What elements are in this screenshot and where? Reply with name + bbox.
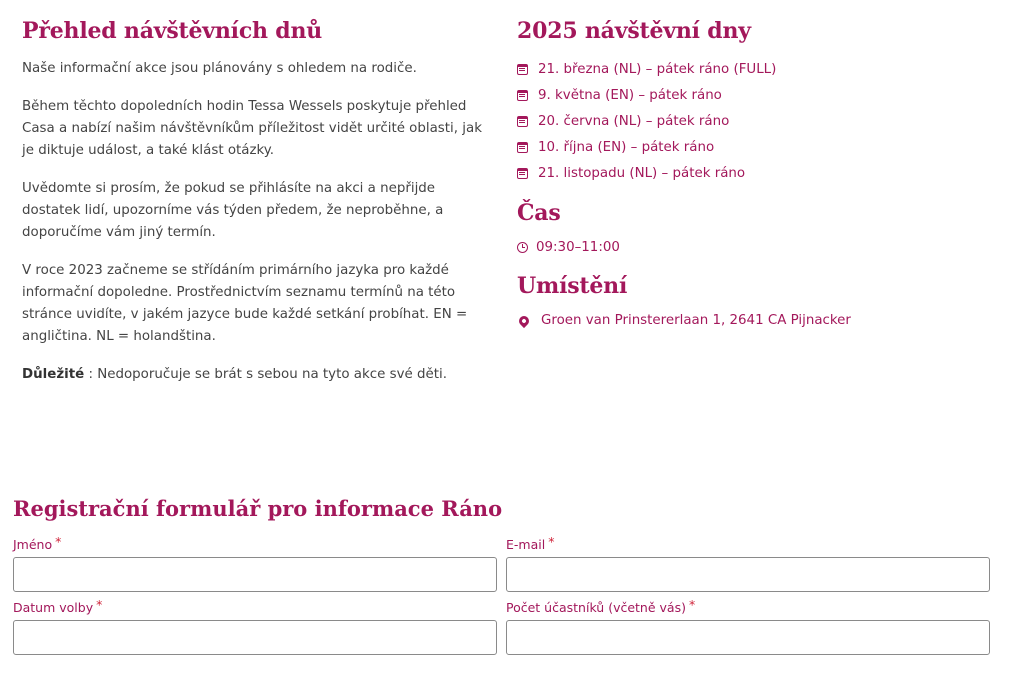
location-row xyxy=(517,313,1007,328)
date-label-text: Datum volby xyxy=(13,600,94,615)
visit-date-item xyxy=(517,134,1007,160)
name-label xyxy=(13,534,497,552)
visit-date-text: 20. června (NL) – pátek ráno xyxy=(538,113,730,129)
map-marker-icon xyxy=(517,313,531,327)
location-value: Groen van Prinstererlaan 1, 2641 CA Pijnacker xyxy=(541,313,851,328)
date-label xyxy=(13,597,497,615)
overview-paragraph: Uvědomte si prosím, že pokud se přihlásíte na akci a nepřijde dostatek lidí, upozorníme vás týden předem, že neproběhne, a doporučíme vám jiný termín. xyxy=(22,181,444,240)
date-input[interactable] xyxy=(13,620,497,655)
visit-date-item xyxy=(517,108,1007,134)
required-mark: * xyxy=(96,597,103,612)
email-label-text: E-mail xyxy=(506,537,546,552)
form-title: Registrační formulář pro informace Ráno xyxy=(13,496,503,521)
participants-input[interactable] xyxy=(506,620,990,655)
calendar-icon xyxy=(517,90,528,101)
important-note xyxy=(22,364,492,386)
email-input[interactable] xyxy=(506,557,990,592)
location-title: Umístění xyxy=(517,273,628,299)
name-label-text: Jméno xyxy=(13,537,53,552)
calendar-icon xyxy=(517,168,528,179)
visit-info-section xyxy=(517,18,1007,346)
email-field-group xyxy=(506,534,990,592)
email-label xyxy=(506,534,990,552)
participants-label xyxy=(506,597,990,615)
calendar-icon xyxy=(517,116,528,127)
required-mark: * xyxy=(55,534,62,549)
clock-icon xyxy=(517,242,528,253)
important-text: : Nedoporučuje se brát s sebou na tyto akce své děti. xyxy=(84,367,447,382)
registration-form xyxy=(13,496,989,663)
time-value: 09:30–11:00 xyxy=(536,240,620,255)
time-row xyxy=(517,240,1007,255)
visit-date-text: 21. listopadu (NL) – pátek ráno xyxy=(538,165,746,181)
visit-date-item xyxy=(517,56,1007,82)
visit-date-item xyxy=(517,82,1007,108)
calendar-icon xyxy=(517,142,528,153)
overview-title: Přehled návštěvních dnů xyxy=(22,18,323,44)
visit-date-text: 21. března (NL) – pátek ráno (FULL) xyxy=(538,61,777,77)
name-input[interactable] xyxy=(13,557,497,592)
calendar-icon xyxy=(517,64,528,75)
name-field-group xyxy=(13,534,497,592)
participants-field-group xyxy=(506,597,990,655)
visit-dates-list xyxy=(517,56,1007,186)
visit-days-title: 2025 návštěvní dny xyxy=(517,18,751,44)
date-field-group xyxy=(13,597,497,655)
overview-paragraph: V roce 2023 začneme se střídáním primárního jazyka pro každé informační dopoledne. Prostřednictvím seznamu termínů na této stránce uvidíte, v jakém jazyce bude každé setkání probíhat. EN = angličtina. NL = holandština. xyxy=(22,263,468,344)
participants-label-text: Počet účastníků (včetně vás) xyxy=(506,600,686,615)
overview-section xyxy=(22,18,492,402)
important-label: Důležité xyxy=(22,367,85,382)
time-title: Čas xyxy=(517,200,561,226)
required-mark: * xyxy=(548,534,555,549)
overview-paragraph: Během těchto dopoledních hodin Tessa Wessels poskytuje přehled Casa a nabízí našim návštěvníkům příležitost vidět určité oblasti, jak je diktuje událost, a také klást otázky. xyxy=(22,99,482,158)
required-mark: * xyxy=(688,597,696,612)
overview-paragraph: Naše informační akce jsou plánovány s ohledem na rodiče. xyxy=(22,61,417,76)
visit-date-text: 9. května (EN) – pátek ráno xyxy=(538,87,722,103)
form-grid xyxy=(13,534,989,663)
visit-date-item xyxy=(517,160,1007,186)
visit-date-text: 10. října (EN) – pátek ráno xyxy=(538,139,715,155)
